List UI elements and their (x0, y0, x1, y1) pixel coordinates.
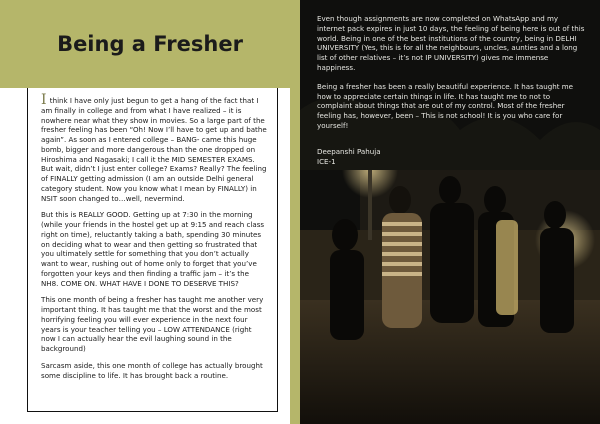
right-paragraph-1: Even though assignments are now completed on WhatsApp and my internet pack expires in just 10 days, the feeling of being here is out of this world. Being in one of the best institutions of the country, being in DELHI UNIVERSITY (Yes, this is for all the neighbours, uncles, aunties and a long list of other relatives – it’s not IP UNIVERSITY) gives me immense happiness. (317, 14, 585, 72)
author-name: Deepanshi Pahuja (317, 146, 381, 156)
paragraph-1-text: think I have only just begun to get a hang of the fact that I am finally in college and from what I have realized – it is nowhere near what they show in movies. So a large part of the fresher feeling has been “Oh! Now I’ll have to get up and bathe again”. As soon as I entered college – BANG- came this huge bomb, bigger and more dangerous than the one dropped on Hiroshima and Nagasaki; I call it the MID SEMESTER EXAMS. But wait, didn’t I just enter college? Exams? Really? The feeling of FINALLY getting admission (I am an outside Delhi general category student. Now you know what I mean by FINALLY) in NSIT soon changed to…well, nevermind. (41, 96, 267, 203)
article-title: Being a Fresher (57, 32, 243, 56)
right-page-photo-panel (300, 0, 600, 424)
author-class: ICE-1 (317, 156, 336, 166)
article-body-box (27, 88, 278, 412)
accent-strip (290, 88, 300, 424)
right-column-text (317, 14, 587, 166)
article-paragraph-3: This one month of being a fresher has taught me another very important thing. It has taught me that the worst and the most horrifying feeling you will ever experience in the next four years is your teacher telling you – LOW ATTENDANCE (right now I can actually hear the evil laughing sound in the background) (41, 295, 264, 353)
drop-cap: I (41, 92, 47, 108)
right-paragraph-2: Being a fresher has been a really beautiful experience. It has taught me how to appreciate certain things in life. It has taught me to not to complaint about things that are out of my control. Most of the fresher feeling has, however, been – This is not school! It is you who care for yourself! (317, 81, 574, 130)
author-byline (317, 147, 587, 167)
article-paragraph-2: But this is REALLY GOOD. Getting up at 7:30 in the morning (while your friends in the hostel get up at 9:15 and reach class right on time), reluctantly taking a bath, spending 30 minutes on deciding what to wear and then getting so frustrated that you ultimately settle for something that you don’t actually want to wear, rushing out of home only to forget that you’ve forgotten your keys and then finding a traffic jam – it’s the NH8. COME ON. WHAT HAVE I DONE TO DESERVE THIS? (41, 210, 265, 288)
article-paragraph-4: Sarcasm aside, this one month of college has actually brought some discipline to life. It has brought back a routine. (41, 360, 263, 380)
article-paragraph-1 (41, 92, 268, 203)
